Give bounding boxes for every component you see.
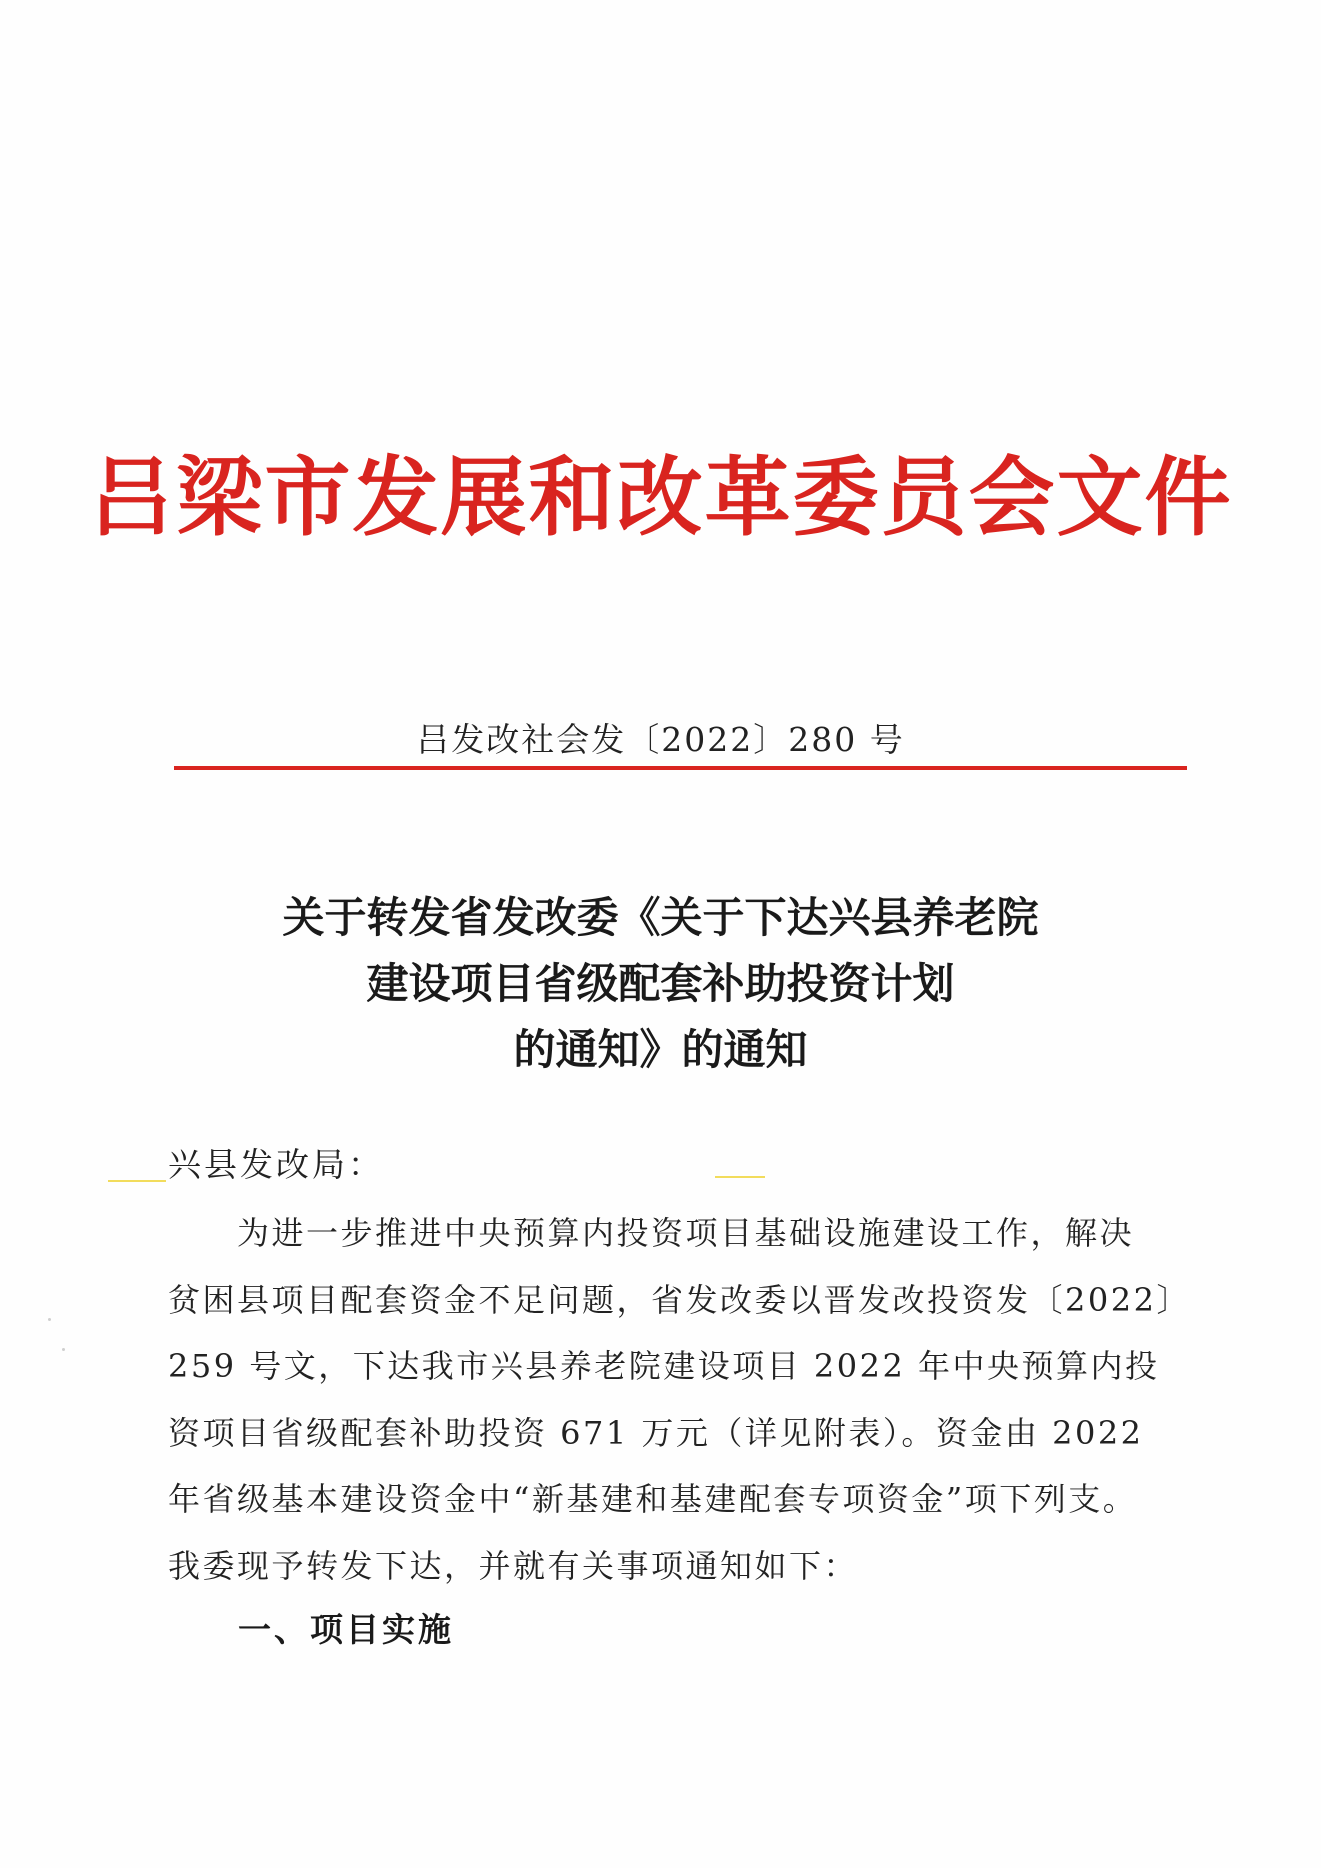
highlight-mark bbox=[108, 1180, 166, 1182]
body-line: 贫困县项目配套资金不足问题，省发改委以晋发改投资发〔2022〕 bbox=[168, 1280, 1191, 1319]
salutation: 兴县发改局： bbox=[168, 1145, 384, 1184]
body-line: 为进一步推进中央预算内投资项目基础设施建设工作，解决 bbox=[168, 1214, 1135, 1252]
body-paragraph bbox=[168, 1200, 1191, 1599]
document-title-line: 建设项目省级配套补助投资计划 bbox=[366, 959, 955, 1008]
document-title bbox=[0, 885, 1321, 1083]
section-heading: 一、项目实施 bbox=[238, 1610, 454, 1649]
scan-speck bbox=[62, 1348, 65, 1351]
body-line: 年省级基本建设资金中“新基建和基建配套专项资金”项下列支。 bbox=[168, 1480, 1138, 1518]
document-number: 吕发改社会发〔2022〕280 号 bbox=[416, 720, 905, 759]
body-line: 资项目省级配套补助投资 671 万元（详见附表）。资金由 2022 bbox=[168, 1413, 1144, 1452]
highlight-mark bbox=[715, 1176, 765, 1178]
document-title-line: 关于转发省发改委《关于下达兴县养老院 bbox=[282, 893, 1039, 942]
scan-speck bbox=[48, 1318, 51, 1321]
body-line: 259 号文，下达我市兴县养老院建设项目 2022 年中央预算内投 bbox=[168, 1347, 1160, 1385]
red-separator-line bbox=[174, 766, 1187, 770]
body-line: 我委现予转发下达，并就有关事项通知如下： bbox=[168, 1546, 859, 1585]
issuer-header-title: 吕梁市发展和改革委员会文件 bbox=[88, 447, 1233, 548]
document-title-line: 的通知》的通知 bbox=[513, 1025, 808, 1074]
